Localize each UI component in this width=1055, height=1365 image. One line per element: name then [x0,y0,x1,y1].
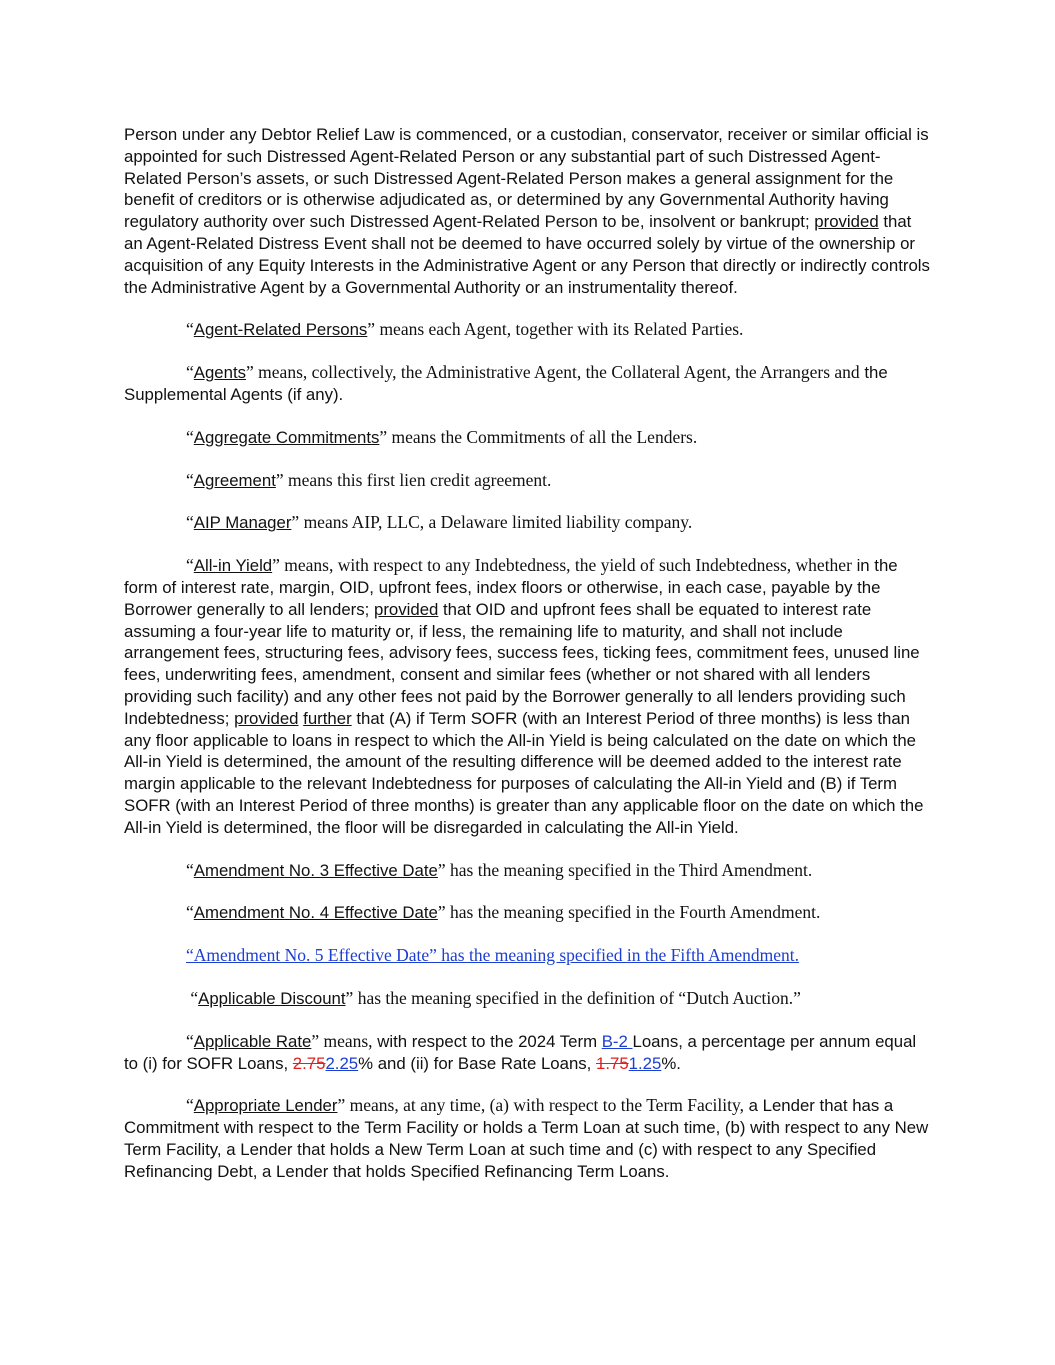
further-term: further [303,708,352,728]
body-text: Person under any Debtor Relief Law is commenced, or a custodian, conservator, receiver or similar official is appointed for such Distressed Agent-Related Person or any substantial part of such Distressed Agent-Related Person’s assets, or such Distressed Agent-Related Person makes a general assignment for the benefit of creditors or is otherwise adjudicated as, or determined by any Governmental Authority having regulatory authority over such Distressed Agent-Related Person to be, insolvent or bankrupt; [124,125,929,232]
definition-text: % and (ii) for Base Rate Loans, [358,1053,596,1073]
defined-term: Amendment No. 3 Effective Date [193,860,438,880]
deleted-text: 2.75 [292,1053,326,1073]
definition-agreement: “Agreement” means this first lien credit agreement. [186,469,552,490]
paragraph-continued [124,124,930,298]
definition-text: that (A) if Term SOFR (with an Interest Period of three months) is less than any floor applicable to loans in respect to which the All-in Yield is being calculated on the date on which the All-in Yield is determined, the amount of the resulting difference will be deemed added to the interest rate margin applicable to the relevant Indebtedness for purposes of calculating the All-in Yield and (B) if Term SOFR (with an Interest Period of three months) is greater than any applicable floor on the date on which the All-in Yield is determined, the floor will be disregarded in calculating the All-in Yield. [124,708,924,837]
inserted-text: B-2 [601,1031,633,1051]
definition-agents: “Agents” means, collectively, the Administrative Agent, the Collateral Agent, the Arrangers and the Supplemental Agents (if any). [124,362,888,404]
document-page [124,124,930,1203]
defined-term: Aggregate Commitments [193,427,380,447]
definition-all-in-yield: “All-in Yield” means, with respect to any Indebtedness, the yield of such Indebtedness, whether in the form of interest rate, margin, OID, upfront fees, index floors or otherwise, in each case, payable by the Borrower generally to all lenders; provided that OID and upfront fees shall be equated to interest rate assuming a four-year life to maturity or, if less, the remaining life to maturity, and shall not include arrangement fees, structuring fees, advisory fees, success fees, ticking fees, commitment fees, unused line fees, underwriting fees, amendment, consent and similar fees (whether or not shared with all lenders providing such facility) and any other fees not paid by the Borrower generally to all lenders providing such Indebtedness; provided further that (A) if Term SOFR (with an Interest Period of three months) is less than any floor applicable to loans in respect to which the All-in Yield is being calculated on the date on which the All-in Yield is determined, the amount of the resulting difference will be deemed added to the interest rate margin applicable to the relevant Indebtedness for purposes of calculating the All-in Yield and (B) if Term SOFR (with an Interest Period of three months) is greater than any applicable floor on the date on which the All-in Yield is determined, the floor will be disregarded in calculating the All-in Yield. [124,555,924,837]
definition-text: ” means, with respect to any Indebtedness, the yield of such Indebtedness, whether [272,555,852,576]
definition-amendment-4-effective-date: “Amendment No. 4 Effective Date” has the meaning specified in the Fourth Amendment. [186,902,821,923]
definition-text: ” means each Agent, together with its Related Parties. [367,319,744,340]
definition-text: ” means, [311,1030,373,1051]
defined-term: Agreement [193,470,276,490]
definition-text: with respect to the 2024 Term [372,1031,602,1051]
definition-text: Loans, a percentage per annum equal to (i) for SOFR Loans, [124,1031,917,1073]
defined-term: Agent-Related Persons [193,320,368,340]
definition-text: %. [661,1053,681,1073]
defined-term: Appropriate Lender [193,1096,338,1116]
definition-text: ” has the meaning specified in the Fourth Amendment. [437,902,821,923]
inserted-text: “Amendment No. 5 Effective Date” has the meaning specified in the Fifth Amendment. [186,945,799,966]
defined-term: Agents [193,363,247,383]
definition-text: ” means this first lien credit agreement. [275,469,552,490]
provided-term: provided [234,708,299,728]
definition-text: ” has the meaning specified in the definition of “Dutch Auction.” [345,987,801,1008]
definition-applicable-rate: “Applicable Rate” means, with respect to the 2024 Term B-2 Loans, a percentage per annum equal to (i) for SOFR Loans, 2.752.25% and (ii) for Base Rate Loans, 1.751.25%. [124,1030,917,1073]
defined-term: Amendment No. 4 Effective Date [193,903,438,923]
definition-text: ” means, collectively, the Administrative Agent, the Collateral Agent, the Arrangers and [246,362,860,383]
defined-term: Applicable Rate [193,1031,312,1051]
definition-text: ” means AIP, LLC, a Delaware limited liability company. [291,512,693,533]
definition-amendment-3-effective-date: “Amendment No. 3 Effective Date” has the meaning specified in the Third Amendment. [186,859,813,880]
definition-text: ” has the meaning specified in the Third Amendment. [437,859,813,880]
body-text: that an Agent-Related Distress Event shall not be deemed to have occurred solely by virtue of the ownership or acquisition of any Equity Interests in the Administrative Agent or any Person that directly or indirectly controls the Administrative Agent by a Governmental Authority or an instrumentality thereof. [124,212,930,297]
defined-term: AIP Manager [193,513,292,533]
definition-text: the Supplemental Agents (if any). [124,363,888,404]
defined-term: All-in Yield [193,556,273,576]
definition-text: in the form of interest rate, margin, OID, upfront fees, index floors or otherwise, in each case, payable by the Borrower generally to all lenders; [124,556,898,619]
definition-text: ” means, at any time, (a) with respect to the Term Facility, [337,1095,744,1116]
definition-appropriate-lender: “Appropriate Lender” means, at any time, (a) with respect to the Term Facility, a Lender that has a Commitment with respect to the Term Facility or holds a Term Loan at such time, (b) with respect to any New Term Facility, a Lender that holds a New Term Loan at such time and (c) with respect to any Specified Refinancing Debt, a Lender that holds Specified Refinancing Term Loans. [124,1095,929,1181]
definition-aggregate-commitments: “Aggregate Commitments” means the Commitments of all the Lenders. [186,426,698,447]
definition-text: a Lender that has a Commitment with respect to the Term Facility or holds a Term Loan at such time, (b) with respect to any New Term Facility, a Lender that holds a New Term Loan at such time and (c) with respect to any Specified Refinancing Debt, a Lender that holds Specified Refinancing Term Loans. [124,1096,929,1181]
definition-text: ” means the Commitments of all the Lenders. [379,426,698,447]
defined-term: Applicable Discount [198,988,346,1008]
provided-term: provided [373,599,439,619]
definition-applicable-discount: “Applicable Discount” has the meaning specified in the definition of “Dutch Auction.” [186,987,801,1008]
inserted-text: 1.25 [628,1053,662,1073]
definition-amendment-5-effective-date-inserted [124,945,930,967]
inserted-text: 2.25 [325,1053,359,1073]
provided-term: provided [814,212,879,232]
definition-text: that OID and upfront fees shall be equated to interest rate assuming a four-year life to maturity or, if less, the remaining life to maturity, and shall not include arrangement fees, structuring fees, advisory fees, success fees, ticking fees, commitment fees, unused line fees, underwriting fees, amendment, consent and similar fees (whether or not shared with all lenders providing such facility) and any other fees not paid by the Borrower generally to all lenders providing such Indebtedness; [124,599,920,728]
deleted-text: 1.75 [596,1053,629,1073]
definition-aip-manager: “AIP Manager” means AIP, LLC, a Delaware limited liability company. [186,512,693,533]
definition-agent-related-persons: “Agent-Related Persons” means each Agent, together with its Related Parties. [186,319,744,340]
